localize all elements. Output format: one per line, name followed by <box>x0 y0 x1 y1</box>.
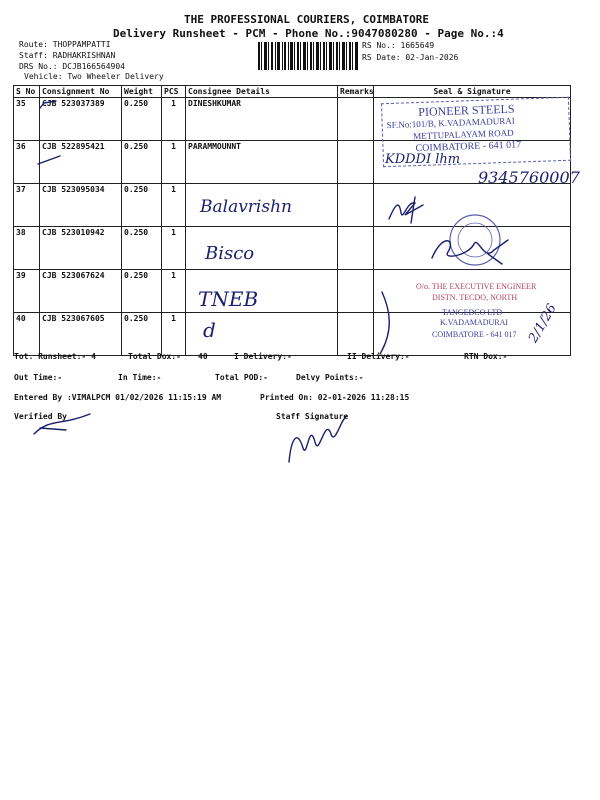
cell-weight: 0.250 <box>122 98 162 141</box>
verified-by-label: Verified By <box>14 412 67 421</box>
runsheet-subtitle: Delivery Runsheet - PCM - Phone No.:9047080280 - Page No.:4 <box>113 27 504 40</box>
ii-delivery-label: II Delivery:- <box>347 352 410 361</box>
cell-consignment: CJB 522895421 <box>40 141 122 184</box>
cell-consignment: CJB 523067624 <box>40 270 122 313</box>
cell-sno: 37 <box>14 184 40 227</box>
cell-remarks <box>338 141 374 184</box>
cell-sno: 36 <box>14 141 40 184</box>
cell-consignment: CJB 523037389 <box>40 98 122 141</box>
cell-pcs: 1 <box>162 313 186 356</box>
handwritten-name-balavrishn: Balavrishn <box>200 197 292 217</box>
cell-consignment: CJB 523010942 <box>40 227 122 270</box>
staff-label: Staff: RADHAKRISHNAN <box>19 51 116 60</box>
delvy-points-label: Delvy Points:- <box>296 373 364 382</box>
cell-sno: 39 <box>14 270 40 313</box>
cell-consignee: PARAMMOUNNT <box>186 141 338 184</box>
rtn-dox-label: RTN Dox:- <box>464 352 508 361</box>
i-delivery-label: I Delivery:- <box>234 352 292 361</box>
cell-pcs: 1 <box>162 98 186 141</box>
stamp-line: K.VADAMADURAI <box>440 318 509 327</box>
cell-weight: 0.250 <box>122 184 162 227</box>
col-header-sno: S No <box>14 86 40 98</box>
company-title: THE PROFESSIONAL COURIERS, COIMBATORE <box>184 13 430 26</box>
cell-remarks <box>338 184 374 227</box>
stamp-line: PIONEER STEELS <box>418 101 515 119</box>
stamp-line: O/o. THE EXECUTIVE ENGINEER <box>416 282 537 291</box>
col-header-pcs: PCS <box>162 86 186 98</box>
rs-date: RS Date: 02-Jan-2026 <box>362 53 459 62</box>
cell-weight: 0.250 <box>122 141 162 184</box>
cell-sno: 35 <box>14 98 40 141</box>
col-header-remarks: Remarks <box>338 86 374 98</box>
stamp-line: COIMBATORE - 641 017 <box>432 330 517 339</box>
drs-number: DRS No.: DCJB166564904 <box>19 62 125 71</box>
route-label: Route: THOPPAMPATTI <box>19 40 111 49</box>
cell-consignee: DINESHKUMAR <box>186 98 338 141</box>
stamp-line: COIMBATORE - 641 017 <box>415 139 522 155</box>
stamp-line: DISTN. TECDO, NORTH <box>432 293 518 302</box>
cell-consignment: CJB 523095034 <box>40 184 122 227</box>
cell-pcs: 1 <box>162 270 186 313</box>
stamp-line: METTUPALAYAM ROAD <box>412 127 514 142</box>
col-header-consignment: Consignment No <box>40 86 122 98</box>
handwritten-signature-text: KDDDI lhm <box>385 152 461 167</box>
cell-remarks <box>338 98 374 141</box>
vehicle-label: Vehicle: Two Wheeler Delivery <box>24 72 164 81</box>
col-header-consignee: Consignee Details <box>186 86 338 98</box>
total-runsheet: Tot. Runsheet:- 4 <box>14 352 96 361</box>
cell-sno: 40 <box>14 313 40 356</box>
total-pod-label: Total POD:- <box>215 373 268 382</box>
tick-mark-icon <box>38 100 58 110</box>
cell-pcs: 1 <box>162 184 186 227</box>
total-dox-value: 40 <box>198 352 208 361</box>
stamp-line: TANGEDCO LTD <box>442 308 503 317</box>
cell-consignment: CJB 523067605 <box>40 313 122 356</box>
out-time-label: Out Time:- <box>14 373 63 382</box>
handwritten-name-tneb: TNEB <box>198 287 259 311</box>
stamp-line: SF.No:101/B, K.VADAMADURAI <box>386 115 515 131</box>
handwritten-name-bisco: Bisco <box>205 243 255 264</box>
cell-remarks <box>338 227 374 270</box>
entered-by: Entered By :VIMALPCM 01/02/2026 11:15:19 AM <box>14 393 222 402</box>
col-header-weight: Weight <box>122 86 162 98</box>
cell-remarks <box>338 313 374 356</box>
handwritten-name-d: d <box>203 318 216 342</box>
cell-weight: 0.250 <box>122 270 162 313</box>
cell-weight: 0.250 <box>122 227 162 270</box>
cell-weight: 0.250 <box>122 313 162 356</box>
cell-sno: 38 <box>14 227 40 270</box>
signature-icon <box>428 228 518 268</box>
col-header-seal: Seal & Signature <box>374 86 571 98</box>
in-time-label: In Time:- <box>118 373 162 382</box>
signature-icon <box>385 195 435 225</box>
table-header-row <box>14 86 571 98</box>
printed-on: Printed On: 02-01-2026 11:28:15 <box>260 393 410 402</box>
cell-pcs: 1 <box>162 141 186 184</box>
rs-number: RS No.: 1665649 <box>362 41 435 50</box>
handwritten-date: 2/1/26 <box>525 301 560 346</box>
handwritten-phone: 9345760007 <box>478 168 580 187</box>
barcode-image <box>258 42 358 70</box>
bracket-stroke-icon <box>372 290 402 360</box>
staff-signature-label: Staff Signature <box>276 412 349 421</box>
tick-mark-icon <box>36 154 62 166</box>
cell-pcs: 1 <box>162 227 186 270</box>
cell-remarks <box>338 270 374 313</box>
total-dox-label: Total Dox:- <box>128 352 181 361</box>
